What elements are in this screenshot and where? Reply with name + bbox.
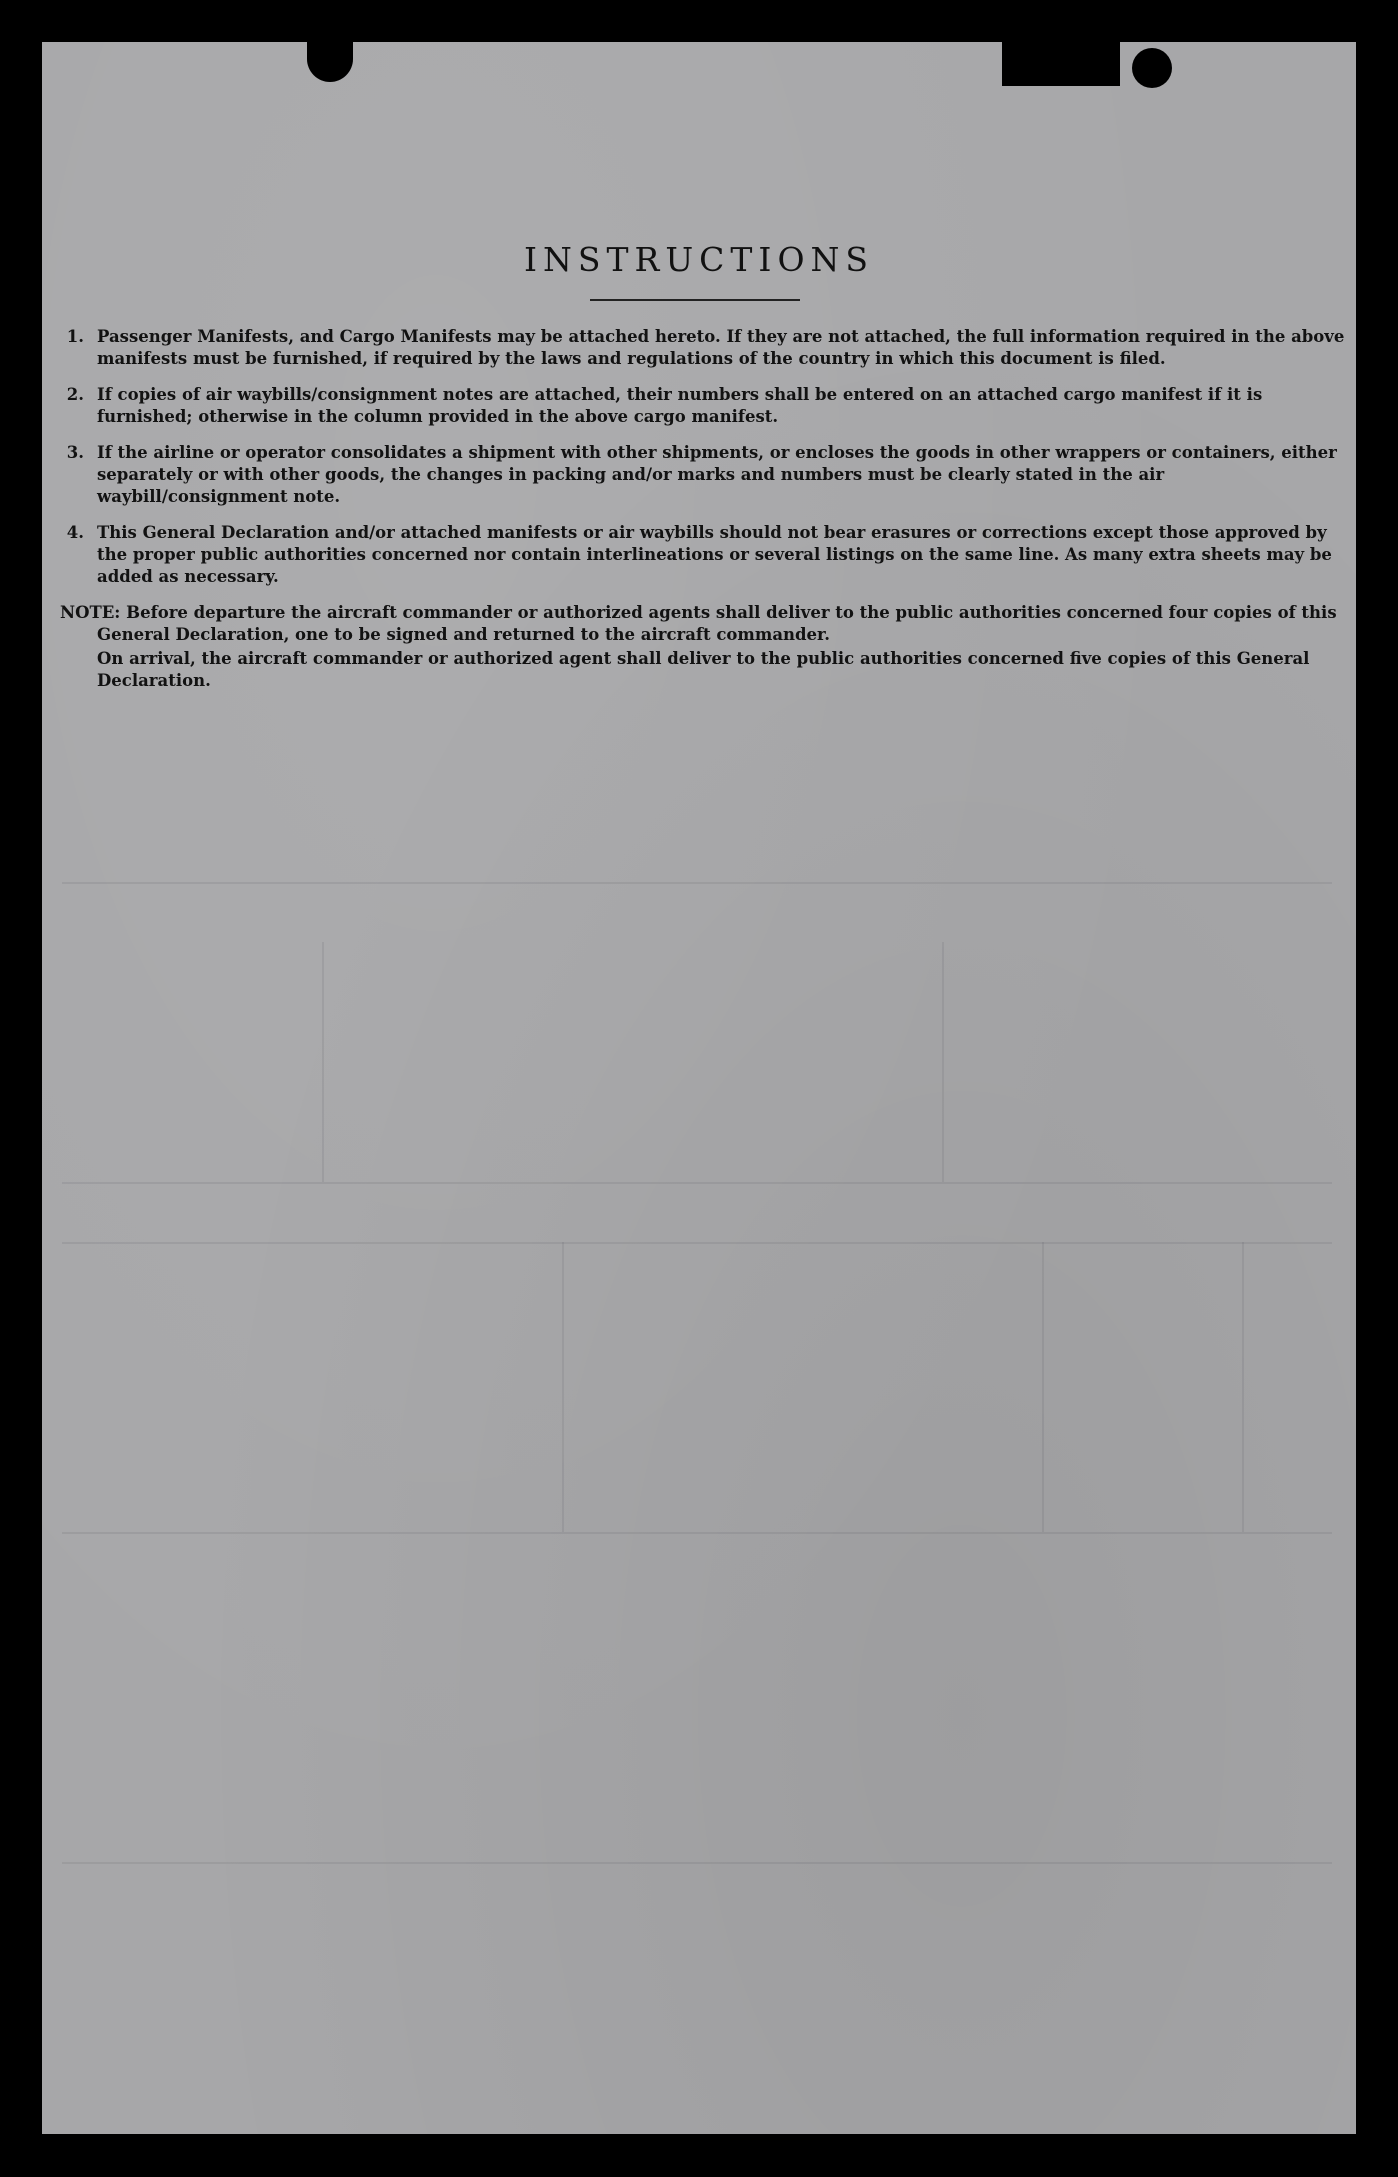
item-text: If copies of air waybills/consignment notes are attached, their numbers shall be entered on an attached cargo manifest if it is furnished; otherwise in the column provided in the above cargo manifest.: [97, 385, 1263, 426]
instructions-list: [60, 326, 1346, 692]
instruction-item: [60, 522, 1346, 588]
bleed-through-rule: [62, 1532, 1332, 1534]
item-number: 3.: [66, 443, 84, 462]
page-title: INSTRUCTIONS: [523, 240, 875, 279]
bleed-through-rule: [62, 882, 1332, 884]
item-number: 1.: [66, 327, 84, 346]
bleed-through-rule: [942, 942, 944, 1182]
note-label: NOTE:: [60, 603, 121, 622]
note-paragraph: On arrival, the aircraft commander or authorized agent shall deliver to the public authorities concerned five copies of this General Declaration.: [97, 649, 1310, 690]
punch-hole-left: [307, 42, 353, 82]
item-text: This General Declaration and/or attached manifests or air waybills should not bear erasures or corrections except those approved by the proper public authorities concerned nor contain interlineations or several listings on the same line. As many extra sheets may be added as necessary.: [97, 523, 1332, 586]
punch-tab-notch: [1002, 42, 1120, 86]
item-text: Passenger Manifests, and Cargo Manifests may be attached hereto. If they are not attached, the full information required in the above manifests must be furnished, if required by the laws and regulations of the country in which this document is filed.: [97, 327, 1345, 368]
bleed-through-rule: [1042, 1242, 1044, 1532]
item-text: If the airline or operator consolidates a shipment with other shipments, or encloses the goods in other wrappers or containers, either separately or with other goods, the changes in packing and/or marks and numbers must be clearly stated in the air waybill/consignment note.: [97, 443, 1337, 506]
title-underline: [590, 299, 800, 301]
bleed-through-rule: [322, 942, 324, 1182]
instruction-item: [60, 326, 1346, 370]
note-paragraph: [60, 602, 1346, 646]
note-block: [60, 602, 1346, 692]
punch-hole-right: [1132, 48, 1172, 88]
bleed-through-rule: [1242, 1242, 1244, 1532]
instruction-item: [60, 384, 1346, 428]
item-number: 4.: [66, 523, 84, 542]
bleed-through-rule: [62, 1182, 1332, 1184]
bleed-through-rule: [62, 1242, 1332, 1244]
bleed-through-rule: [62, 1862, 1332, 1864]
bleed-through-rule: [562, 1242, 564, 1532]
document-page: [42, 42, 1356, 2134]
note-text: Before departure the aircraft commander or authorized agents shall deliver to the public authorities concerned four copies of this General Declaration, one to be signed and returned to the aircraft commander.: [97, 603, 1337, 644]
instruction-item: [60, 442, 1346, 508]
item-number: 2.: [66, 385, 84, 404]
